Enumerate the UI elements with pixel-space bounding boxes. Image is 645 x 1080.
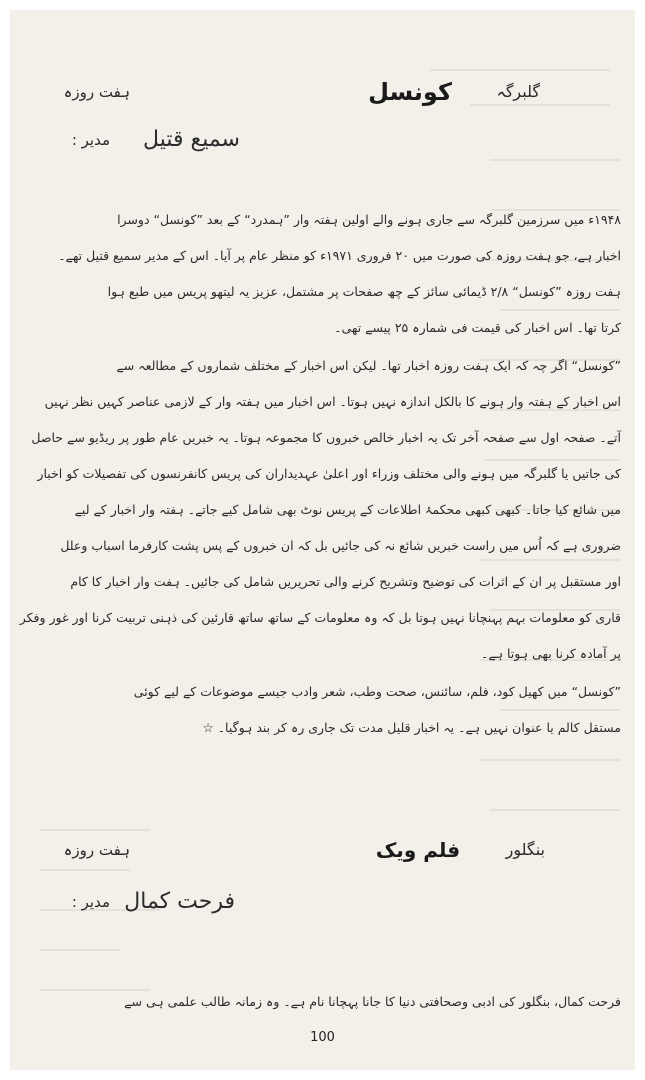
body-line: ضروری ہے کہ اُس میں راست خبریں شائع نہ کی جائیں بل کہ ان خبروں کے پس پشت کارفرما اسباب وعلل [60, 538, 621, 553]
body-line: ”کونسل“ میں کھیل کود، فلم، سائنس، صحت وطب، شعر وادب جیسے موضوعات کے لیے کوئی [133, 684, 621, 699]
section1-editor-name: سمیع قتیل [143, 127, 240, 152]
section2-editor-label: مدیر : [71, 893, 110, 911]
section2-editor [10, 882, 635, 922]
section2-editor-name: فرحت کمال [124, 889, 235, 914]
body-line: اخبار ہے، جو ہفت روزہ کی صورت میں ۲۰ فروری ۱۹۷۱ء کو منظر عام پر آیا۔ اس کے مدیر سمیع قتیل تھے۔ [58, 248, 621, 263]
section1-newspaper-name: کونسل [368, 78, 452, 106]
section2-city: بنگلور [505, 840, 545, 859]
section2-heading [10, 830, 635, 870]
body-line: فرحت کمال، بنگلور کی ادبی وصحافتی دنیا کا جانا پہچانا نام ہے۔ وہ زمانہ طالب علمی ہی سے [124, 994, 621, 1009]
body-line: پر آمادہ کرنا بھی ہوتا ہے۔ [481, 646, 621, 661]
section2-newspaper-name: فلم ویک [375, 838, 461, 862]
body-line: ۱۹۴۸ء میں سرزمین گلبرگہ سے جاری ہونے والے اولین ہفتہ وار ”ہمدرد“ کے بعد ”کونسل“ دوسرا [117, 212, 621, 227]
section1-city: گلبرگہ [496, 82, 540, 101]
section2-label: ہفت روزہ [63, 841, 130, 859]
body-line: میں شائع کیا جاتا۔ کبھی کبھی محکمۂ اطلاعات کے پریس نوٹ بھی شامل کیے جاتے۔ ہفتہ وار اخبار کے لیے [74, 502, 621, 517]
section1-editor-label: مدیر : [71, 131, 110, 149]
section1-heading [10, 72, 635, 112]
body-line: اس اخبار کے ہفتہ وار ہونے کا بالکل اندازہ نہیں ہوتا۔ اس اخبار میں ہفتہ وار کے لازمی عناصر کہیں نظر نہیں [44, 394, 621, 409]
page-number: 100 [310, 1030, 335, 1045]
body-line: ہفت روزہ ”کونسل“ ۲/۸ ڈیمائی سائز کے چھ صفحات پر مشتمل، عزیز یہ لیتھو پریس میں طبع ہوا [107, 284, 621, 299]
body-line: ”کونسل“ اگر چہ کہ ایک ہفت روزہ اخبار تھا۔ لیکن اس اخبار کے مختلف شماروں کے مطالعہ سے [116, 358, 621, 373]
body-line: مستقل کالم یا عنوان نہیں ہے۔ یہ اخبار قلیل مدت تک جاری رہ کر بند ہوگیا۔ ☆ [202, 720, 621, 735]
section1-label: ہفت روزہ [63, 83, 130, 101]
book-page [10, 10, 635, 1070]
body-line: آتے۔ صفحہ اول سے صفحہ آخر تک یہ اخبار خالص خبروں کا مجموعہ ہوتا۔ یہ خبریں عام طور پر ریڈیو سے حاصل [31, 430, 621, 445]
body-line: اور مستقبل پر ان کے اثرات کی توضیح وتشریح کرنے والی تحریریں شامل کی جائیں۔ ہفت وار اخبار کا کام [70, 574, 621, 589]
body-line: کی جاتیں یا گلبرگہ میں ہونے والی مختلف وزراء اور اعلیٰ عہدیداران کی پریس کانفرنسوں کی تفصیلات کو اخبار [37, 466, 621, 481]
body-line: قاری کو معلومات بہم پہنچانا نہیں ہوتا بل کہ وہ معلومات کے ساتھ ساتھ قارئین کی ذہنی تربیت کرنا اور غور وفکر [19, 610, 621, 625]
body-line: کرتا تھا۔ اس اخبار کی قیمت فی شمارہ ۲۵ پیسے تھی۔ [334, 320, 621, 335]
section1-editor [10, 120, 635, 160]
